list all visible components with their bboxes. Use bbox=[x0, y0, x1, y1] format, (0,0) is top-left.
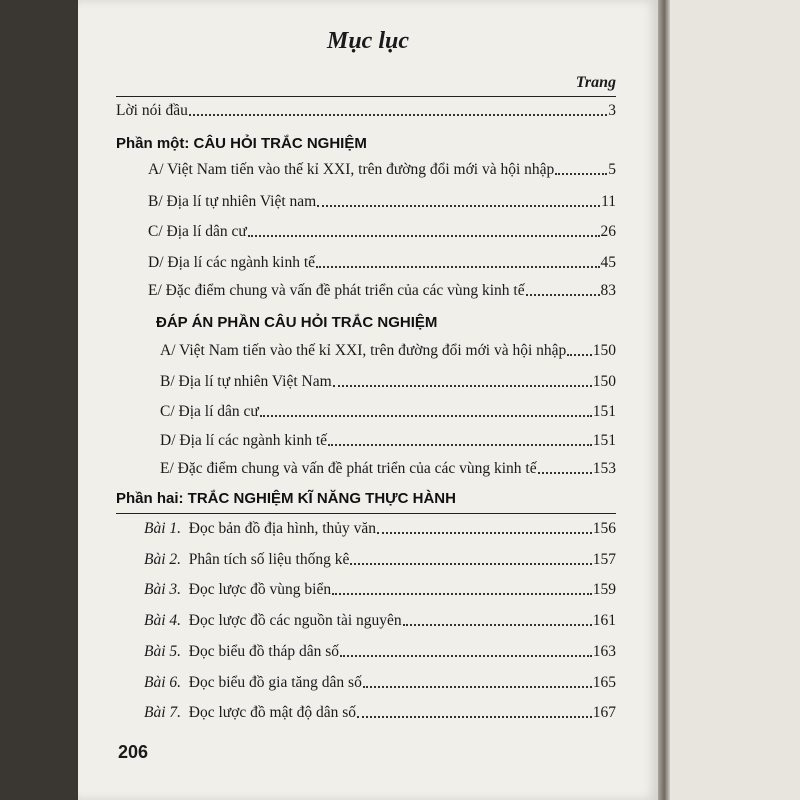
toc-entry-page: 151 bbox=[592, 403, 616, 420]
toc-entry bbox=[148, 282, 616, 300]
toc-entry bbox=[144, 520, 616, 538]
toc-entry-page: 83 bbox=[600, 282, 616, 299]
lesson-title: Đọc bản đồ địa hình, thủy văn bbox=[188, 520, 377, 537]
lesson-number: Bài 2. bbox=[144, 551, 182, 568]
toc-entry-label: D/ Địa lí các ngành kinh tế bbox=[160, 432, 328, 449]
leader-dots bbox=[248, 234, 600, 237]
header-rule bbox=[116, 96, 616, 97]
leader-dots bbox=[555, 172, 607, 175]
toc-entry-label bbox=[144, 704, 356, 722]
lesson-title: Đọc lược đồ mật độ dân số bbox=[188, 704, 357, 721]
toc-entry-page: 167 bbox=[592, 704, 616, 721]
toc-entry-page: 150 bbox=[592, 342, 616, 359]
toc-entry-page: 163 bbox=[592, 643, 616, 660]
leader-dots bbox=[538, 471, 592, 474]
lesson-number: Bài 3. bbox=[144, 581, 182, 598]
leader-dots bbox=[377, 531, 592, 534]
lesson-number: Bài 5. bbox=[144, 643, 182, 660]
toc-entry bbox=[144, 551, 616, 569]
page-title: Mục lục bbox=[326, 28, 409, 54]
toc-entry-label: B/ Địa lí tự nhiên Việt Nam bbox=[160, 373, 332, 390]
toc-entry-preface bbox=[116, 102, 616, 120]
toc-entry-label: A/ Việt Nam tiến vào thế kỉ XXI, trên đường đổi mới và hội nhập bbox=[160, 342, 567, 359]
toc-entry-label: C/ Địa lí dân cư bbox=[160, 403, 259, 420]
lesson-title: Đọc biểu đồ gia tăng dân số bbox=[188, 674, 362, 691]
toc-entry-label bbox=[144, 581, 331, 599]
toc-entry-label: E/ Đặc điểm chung và vấn đề phát triển của các vùng kinh tế bbox=[148, 282, 525, 299]
toc-entry-label bbox=[144, 520, 376, 538]
toc-entry-page: 45 bbox=[600, 254, 616, 271]
toc-entry-page: 26 bbox=[600, 223, 616, 240]
toc-page bbox=[78, 0, 658, 800]
leader-dots bbox=[317, 204, 600, 207]
toc-entry bbox=[148, 223, 616, 241]
toc-entry bbox=[144, 643, 616, 661]
leader-dots bbox=[357, 715, 592, 718]
page-number: 206 bbox=[118, 742, 149, 762]
toc-entry-label: Lời nói đầu bbox=[116, 102, 188, 119]
toc-entry-label bbox=[144, 551, 349, 569]
toc-entry-page: 165 bbox=[592, 674, 616, 691]
leader-dots bbox=[189, 113, 607, 116]
toc-entry-label bbox=[144, 674, 362, 692]
leader-dots bbox=[350, 562, 591, 565]
toc-entry-page: 157 bbox=[592, 551, 616, 568]
toc-entry-page: 5 bbox=[608, 161, 616, 178]
toc-entry bbox=[144, 704, 616, 722]
toc-entry-page: 150 bbox=[592, 373, 616, 390]
lesson-title: Đọc lược đồ các nguồn tài nguyên bbox=[188, 612, 402, 629]
leader-dots bbox=[316, 265, 599, 268]
leader-dots bbox=[567, 353, 591, 356]
leader-dots bbox=[403, 623, 592, 626]
book-gutter bbox=[656, 0, 670, 800]
leader-dots bbox=[340, 654, 592, 657]
toc-entry-label: C/ Địa lí dân cư bbox=[148, 223, 247, 240]
toc-entry-label bbox=[144, 643, 339, 661]
toc-entry bbox=[144, 612, 616, 630]
toc-entry-label: A/ Việt Nam tiến vào thế kỉ XXI, trên đường đổi mới và hội nhập bbox=[148, 161, 555, 178]
lesson-number: Bài 1. bbox=[144, 520, 182, 537]
toc-entry bbox=[148, 254, 616, 272]
leader-dots bbox=[260, 414, 592, 417]
toc-entry-label: D/ Địa lí các ngành kinh tế bbox=[148, 254, 316, 271]
toc-entry-page: 161 bbox=[592, 612, 616, 629]
toc-entry-label: E/ Đặc điểm chung và vấn đề phát triển của các vùng kinh tế bbox=[160, 460, 537, 477]
toc-entry bbox=[148, 193, 616, 211]
section-heading-part2: Phần hai: TRẮC NGHIỆM KĨ NĂNG THỰC HÀNH bbox=[116, 490, 456, 507]
toc-entry-page: 153 bbox=[592, 460, 616, 477]
toc-entry bbox=[160, 342, 616, 360]
lesson-number: Bài 4. bbox=[144, 612, 182, 629]
toc-entry bbox=[160, 373, 616, 391]
toc-entry-page: 159 bbox=[592, 581, 616, 598]
page-column-header: Trang bbox=[575, 74, 616, 91]
leader-dots bbox=[332, 592, 592, 595]
toc-entry-page: 151 bbox=[592, 432, 616, 449]
toc-entry bbox=[148, 161, 616, 179]
leader-dots bbox=[333, 384, 592, 387]
toc-entry bbox=[160, 460, 616, 478]
toc-entry bbox=[144, 581, 616, 599]
toc-entry-label: B/ Địa lí tự nhiên Việt nam bbox=[148, 193, 317, 210]
lesson-number: Bài 7. bbox=[144, 704, 182, 721]
lesson-title: Đọc biểu đồ tháp dân số bbox=[188, 643, 340, 660]
leader-dots bbox=[526, 293, 600, 296]
lesson-number: Bài 6. bbox=[144, 674, 182, 691]
toc-entry-page: 11 bbox=[601, 193, 616, 210]
toc-entry bbox=[160, 403, 616, 421]
lesson-title: Đọc lược đồ vùng biển bbox=[188, 581, 332, 598]
toc-entry-label bbox=[144, 612, 402, 630]
toc-entry-page: 156 bbox=[592, 520, 616, 537]
leader-dots bbox=[328, 443, 592, 446]
toc-entry bbox=[144, 674, 616, 692]
section-heading-answers: ĐÁP ÁN PHẦN CÂU HỎI TRẮC NGHIỆM bbox=[156, 314, 438, 331]
leader-dots bbox=[363, 685, 592, 688]
toc-entry bbox=[160, 432, 616, 450]
facing-page bbox=[668, 0, 800, 800]
section-heading-part1: Phần một: CÂU HỎI TRẮC NGHIỆM bbox=[116, 135, 367, 152]
lesson-title: Phân tích số liệu thống kê bbox=[188, 551, 350, 568]
section-rule bbox=[116, 513, 616, 514]
toc-entry-page: 3 bbox=[608, 102, 616, 119]
